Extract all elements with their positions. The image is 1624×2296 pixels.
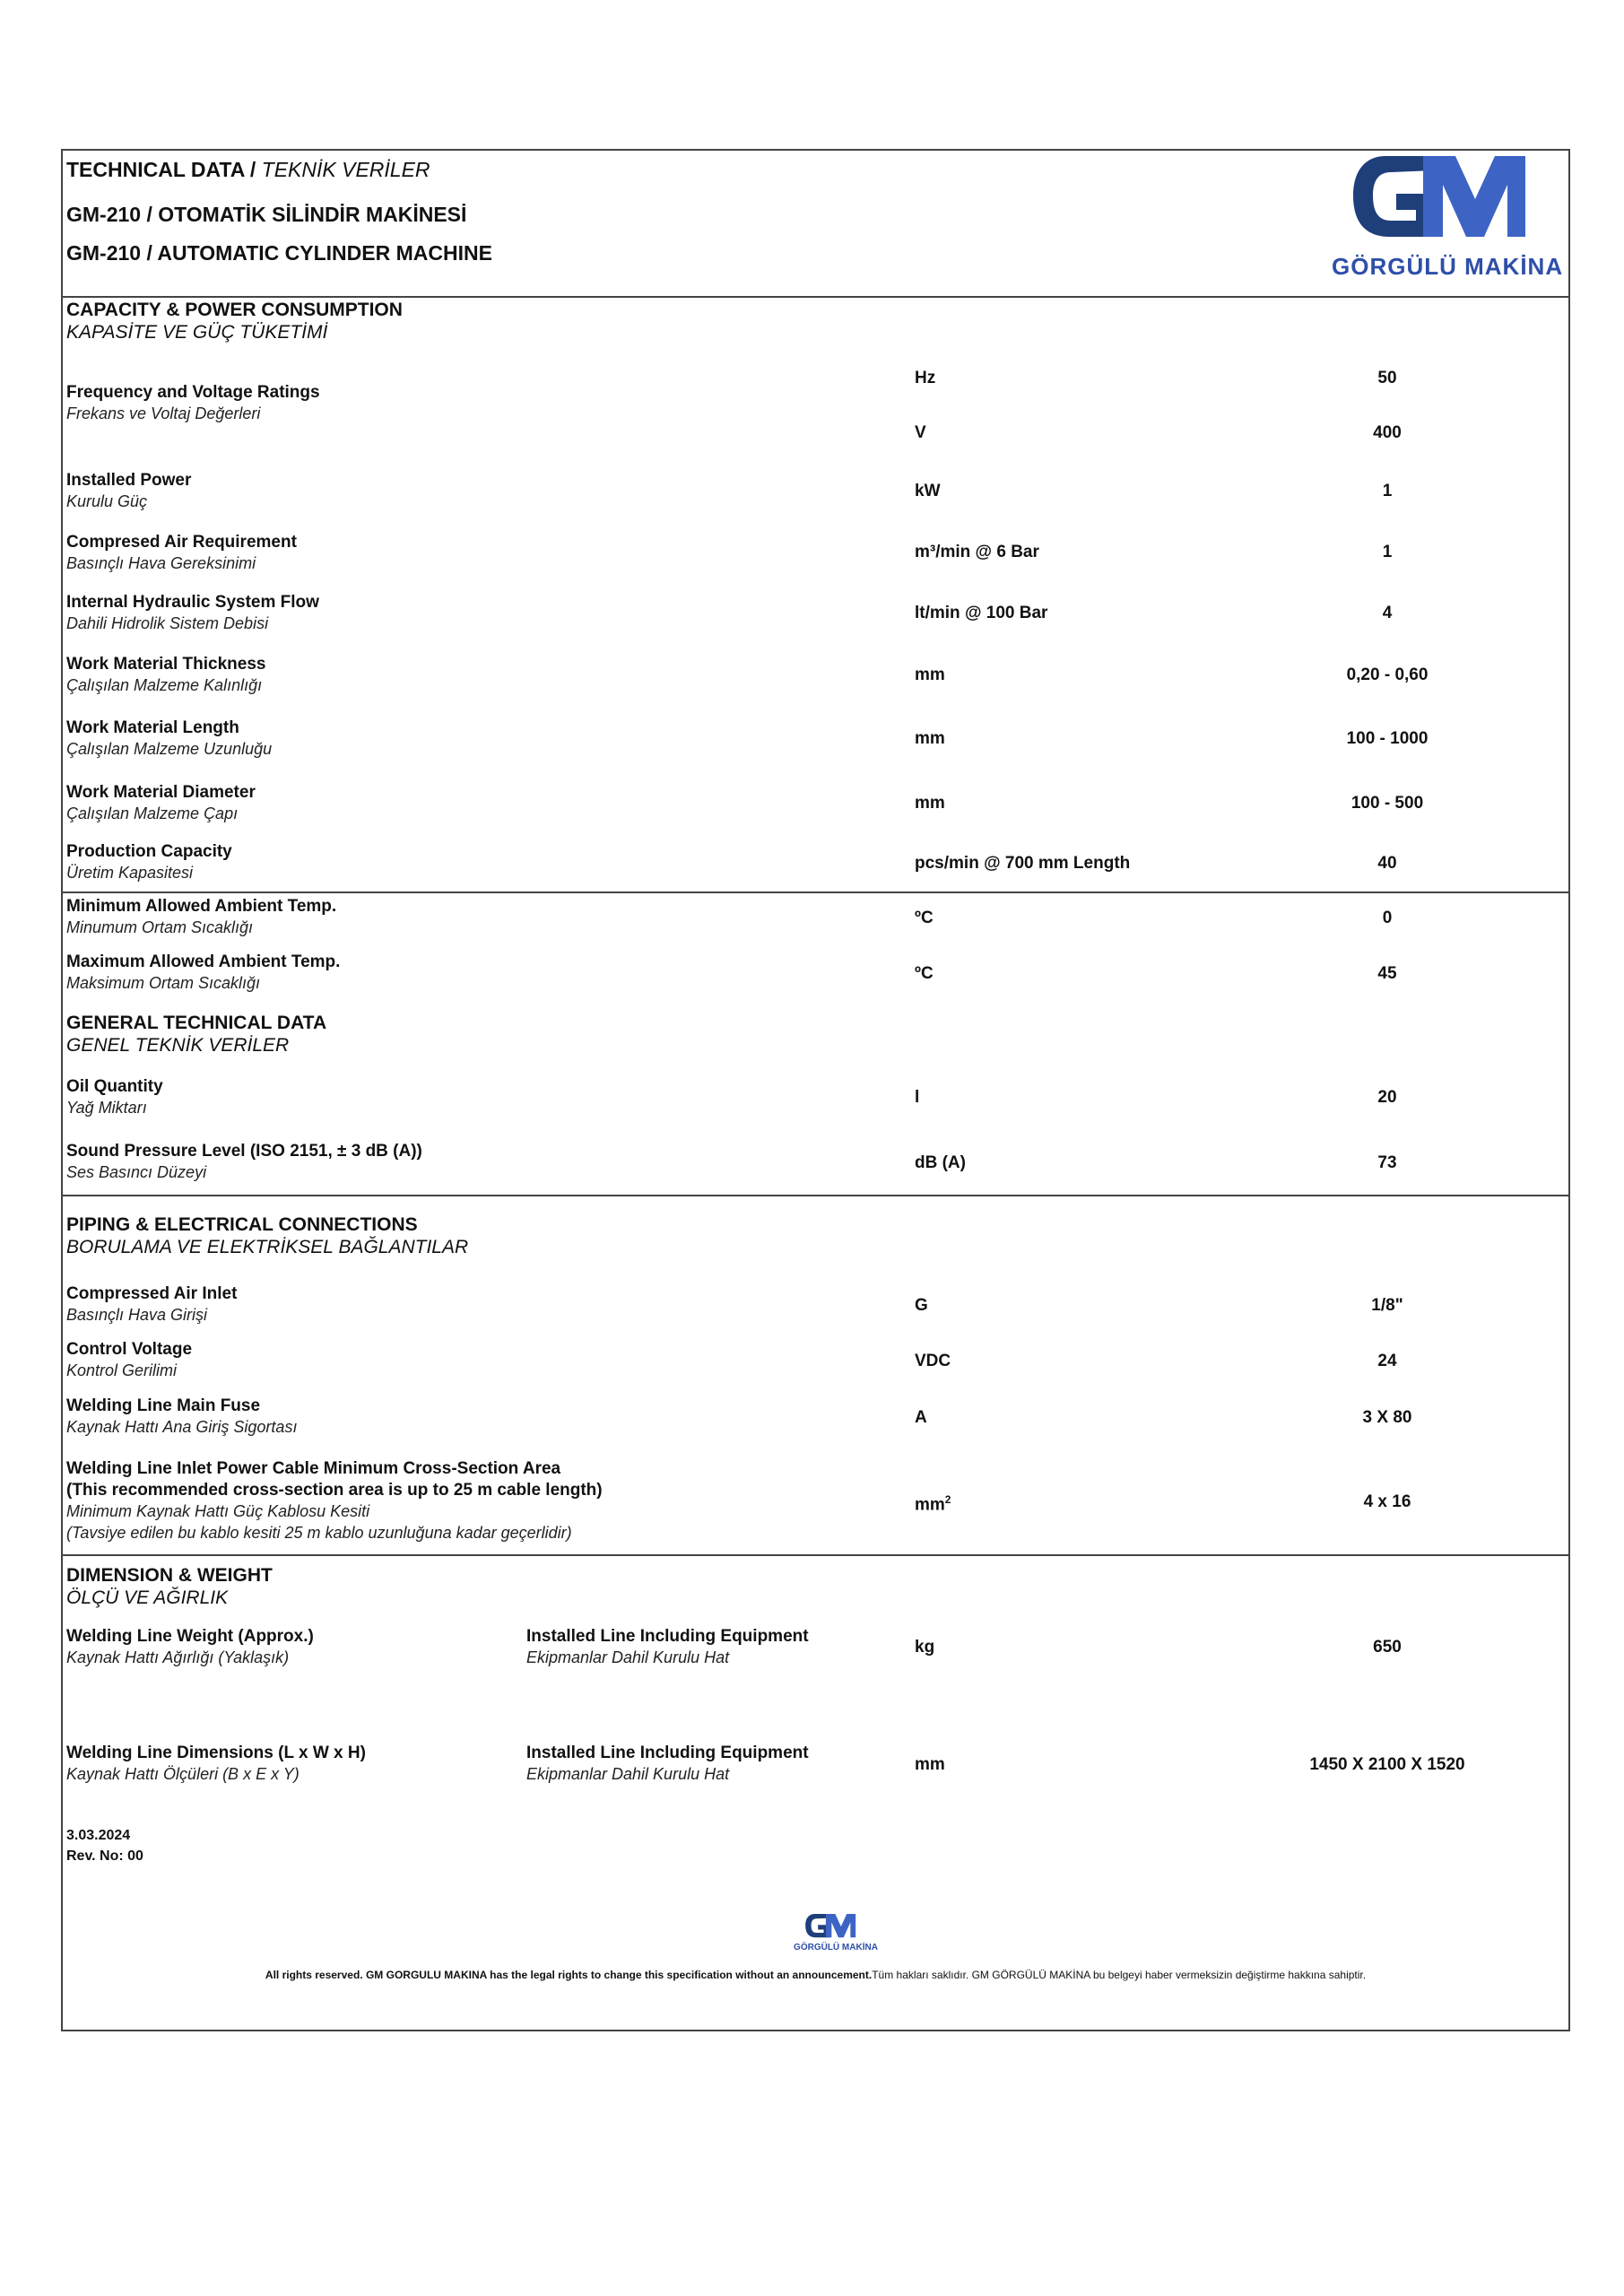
row-unit: mm — [915, 729, 945, 748]
sheet-title — [66, 158, 430, 182]
dimension-title-tr: ÖLÇÜ VE AĞIRLIK — [66, 1587, 229, 1608]
row-label-tr: Minumum Ortam Sıcaklığı — [66, 918, 254, 936]
frequency-label-en: Frequency and Voltage Ratings — [66, 383, 320, 402]
general-title-tr: GENEL TEKNİK VERİLER — [66, 1035, 290, 1056]
gm-logo-small — [791, 1912, 881, 1966]
row-label-en: Oil Quantity — [66, 1077, 163, 1096]
row-value: 1 — [1382, 482, 1393, 500]
row-unit: kW — [915, 482, 941, 500]
row-unit: mm — [915, 1755, 945, 1774]
row-value: 3 X 80 — [1362, 1408, 1412, 1427]
row-label-tr: Dahili Hidrolik Sistem Debisi — [66, 614, 269, 632]
row-value: 45 — [1377, 964, 1397, 983]
frequency-unit: Hz — [915, 369, 936, 387]
row-unit: ºC — [915, 909, 934, 927]
title-en: TECHNICAL DATA / — [66, 158, 256, 181]
row-label-en-note: (This recommended cross-section area is up to 25 m cable length) — [66, 1481, 603, 1500]
row-value: 1/8" — [1371, 1296, 1403, 1315]
row-unit: mm — [915, 665, 945, 684]
row-label-tr: Minimum Kaynak Hattı Güç Kablosu Kesiti — [66, 1502, 370, 1520]
row-value: 100 - 500 — [1350, 794, 1424, 813]
voltage-unit: V — [915, 423, 926, 442]
row-value: 24 — [1377, 1352, 1397, 1370]
row-label-en: Maximum Allowed Ambient Temp. — [66, 952, 341, 971]
row-value: 100 - 1000 — [1346, 729, 1429, 748]
dimension-title-en: DIMENSION & WEIGHT — [66, 1565, 273, 1586]
row-label-en: Production Capacity — [66, 842, 232, 861]
row-label-tr: Kurulu Güç — [66, 492, 148, 510]
gm-logo — [1332, 154, 1565, 280]
row-unit — [915, 1493, 951, 1515]
row-label-tr: Çalışılan Malzeme Çapı — [66, 804, 239, 822]
piping-title-en: PIPING & ELECTRICAL CONNECTIONS — [66, 1214, 418, 1235]
row-value: 73 — [1377, 1153, 1397, 1172]
row-label-tr: Çalışılan Malzeme Uzunluğu — [66, 740, 273, 758]
voltage-value: 400 — [1373, 423, 1402, 442]
row-label-tr: Kaynak Hattı Ölçüleri (B x E x Y) — [66, 1765, 300, 1783]
capacity-title-en: CAPACITY & POWER CONSUMPTION — [66, 300, 403, 320]
row-note-en: Installed Line Including Equipment — [526, 1627, 809, 1646]
row-label-en: Welding Line Main Fuse — [66, 1396, 261, 1415]
row-label-tr: Maksimum Ortam Sıcaklığı — [66, 974, 261, 992]
row-unit: G — [915, 1296, 928, 1315]
copyright-en: All rights reserved. GM GORGULU MAKINA has the legal rights to change this specification without an announcement. — [265, 1969, 873, 1981]
piping-title-tr: BORULAMA VE ELEKTRİKSEL BAĞLANTILAR — [66, 1237, 469, 1257]
row-label-en: Minimum Allowed Ambient Temp. — [66, 897, 337, 916]
row-label-en: Work Material Thickness — [66, 655, 266, 674]
revision-number: Rev. No: 00 — [66, 1848, 143, 1864]
row-note-en: Installed Line Including Equipment — [526, 1744, 809, 1762]
row-label-tr: Kontrol Gerilimi — [66, 1361, 178, 1379]
copyright-tr: Tüm hakları saklıdır. GM GÖRGÜLÜ MAKİNA bu belgeyi haber vermeksizin değiştirme hakkına sahiptir. — [872, 1969, 1367, 1981]
row-note-tr: Ekipmanlar Dahil Kurulu Hat — [526, 1765, 730, 1783]
row-value: 0,20 - 0,60 — [1346, 665, 1429, 684]
brand-name: GÖRGÜLÜ MAKİNA — [1332, 253, 1564, 280]
gm-logo-small-icon — [804, 1912, 867, 1941]
row-label-tr: Yağ Miktarı — [66, 1099, 147, 1117]
row-label-en: Installed Power — [66, 471, 192, 490]
frequency-value: 50 — [1377, 369, 1397, 387]
row-label-tr-note: (Tavsiye edilen bu kablo kesiti 25 m kablo uzunluğuna kadar geçerlidir) — [66, 1524, 572, 1542]
row-label-tr: Üretim Kapasitesi — [66, 864, 194, 882]
row-label-tr: Kaynak Hattı Ana Giriş Sigortası — [66, 1418, 298, 1436]
unit-text: mm — [915, 1495, 945, 1515]
row-unit: pcs/min @ 700 mm Length — [915, 854, 1131, 873]
row-label-en: Welding Line Weight (Approx.) — [66, 1627, 314, 1646]
copyright-notice — [63, 1969, 1568, 1981]
frequency-label-tr: Frekans ve Voltaj Değerleri — [66, 404, 261, 422]
row-unit: m³/min @ 6 Bar — [915, 543, 1039, 561]
row-unit: l — [915, 1088, 920, 1107]
row-label-en: Welding Line Dimensions (L x W x H) — [66, 1744, 366, 1762]
row-value: 1450 X 2100 X 1520 — [1309, 1755, 1465, 1774]
row-label-en: Compresed Air Requirement — [66, 533, 297, 552]
row-value: 4 — [1382, 604, 1393, 622]
row-label-tr: Ses Basıncı Düzeyi — [66, 1163, 207, 1181]
row-value: 1 — [1382, 543, 1393, 561]
row-label-tr: Basınçlı Hava Gereksinimi — [66, 554, 256, 572]
machine-name-tr: GM-210 / OTOMATİK SİLİNDİR MAKİNESİ — [66, 203, 467, 226]
row-unit: A — [915, 1408, 927, 1427]
row-unit: ºC — [915, 964, 934, 983]
gm-logo-icon — [1350, 154, 1565, 244]
row-value: 4 x 16 — [1363, 1492, 1411, 1511]
capacity-title-tr: KAPASİTE VE GÜÇ TÜKETİMİ — [66, 322, 328, 343]
row-label-en: Work Material Length — [66, 718, 239, 737]
row-label-en: Internal Hydraulic System Flow — [66, 593, 319, 612]
unit-superscript: 2 — [944, 1493, 951, 1506]
technical-data-sheet — [61, 149, 1570, 2031]
row-label-tr: Kaynak Hattı Ağırlığı (Yaklaşık) — [66, 1648, 290, 1666]
row-label-tr: Çalışılan Malzeme Kalınlığı — [66, 676, 263, 694]
title-tr: TEKNİK VERİLER — [261, 158, 430, 181]
row-value: 650 — [1373, 1638, 1402, 1657]
row-label-en: Compressed Air Inlet — [66, 1284, 238, 1303]
row-value: 0 — [1382, 909, 1393, 927]
row-label-en: Sound Pressure Level (ISO 2151, ± 3 dB (A)) — [66, 1142, 422, 1161]
row-unit: kg — [915, 1638, 935, 1657]
row-unit: VDC — [915, 1352, 951, 1370]
row-unit: lt/min @ 100 Bar — [915, 604, 1048, 622]
machine-name-en: GM-210 / AUTOMATIC CYLINDER MACHINE — [66, 241, 492, 265]
row-value: 20 — [1377, 1088, 1397, 1107]
row-label-en: Control Voltage — [66, 1340, 193, 1359]
row-label-en: Welding Line Inlet Power Cable Minimum Cross-Section Area — [66, 1459, 561, 1478]
row-unit: dB (A) — [915, 1153, 966, 1172]
row-unit: mm — [915, 794, 945, 813]
row-note-tr: Ekipmanlar Dahil Kurulu Hat — [526, 1648, 730, 1666]
revision-date: 3.03.2024 — [66, 1828, 131, 1843]
row-value: 40 — [1377, 854, 1397, 873]
brand-name-small: GÖRGÜLÜ MAKİNA — [794, 1943, 878, 1952]
general-title-en: GENERAL TECHNICAL DATA — [66, 1013, 327, 1033]
row-label-en: Work Material Diameter — [66, 783, 256, 802]
row-label-tr: Basınçlı Hava Girişi — [66, 1306, 208, 1324]
